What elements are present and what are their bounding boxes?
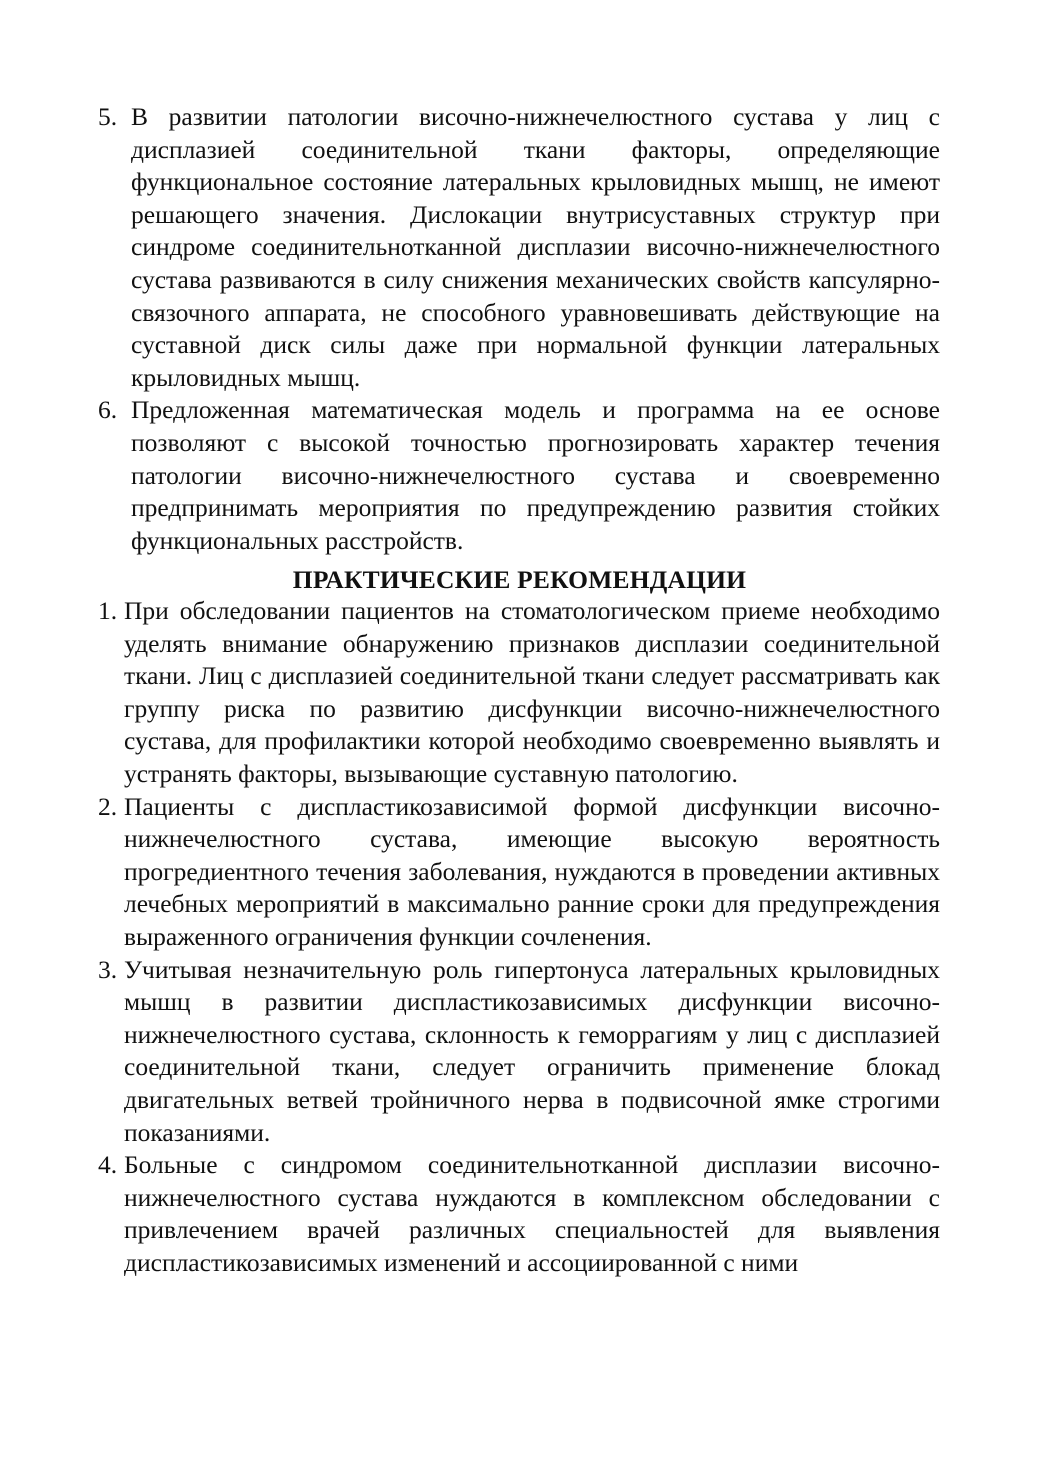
recommendation-item-3: [98, 954, 940, 1150]
recommendation-text: Больные с синдромом соединительнотканной дисплазии височно-нижнечелюстного сустава нуждаются в комплексном обследовании с привлечением врачей различных специальностей для выявления диспластикозависимых изменений и ассоциированной с ними: [124, 1150, 940, 1277]
conclusion-item-5: [98, 101, 940, 394]
list-number: 4.: [98, 1150, 118, 1180]
recommendation-text: Пациенты с диспластикозависимой формой дисфункции височно-нижнечелюстного сустава, имеющие высокую вероятность прогредиентного течения заболевания, нуждаются в проведении активных лечебных мероприятий в максимально ранние сроки для предупреждения выраженного ограничения функции сочленения.: [124, 791, 940, 951]
list-number: 6.: [98, 395, 118, 425]
conclusion-text: Предложенная математическая модель и программа на ее основе позволяют с высокой точностью прогнозировать характер течения патологии височно-нижнечелюстного сустава и своевременно предпринимать мероприятия по предупреждению развития стойких функциональных расстройств.: [131, 395, 940, 555]
conclusion-item-6: [98, 394, 940, 557]
list-number: 5.: [98, 102, 118, 131]
recommendation-text: Учитывая незначительную роль гипертонуса латеральных крыловидных мышц в развитии диспластикозависимых дисфункции височно-нижнечелюстного сустава, склонность к геморрагиям у лиц с дисплазией соединительной ткани, следует ограничить применение блокад двигательных ветвей тройничного нерва в подвисочной ямке строгими показаниями.: [124, 954, 940, 1147]
list-number: 3.: [98, 954, 118, 984]
conclusion-text: В развитии патологии височно-нижнечелюстного сустава у лиц с дисплазией соединительной ткани факторы, определяющие функциональное состояние латеральных крыловидных мышц, не имеют решающего значения. Дислокации внутрисуставных структур при синдроме соединительнотканной дисплазии височно-нижнечелюстного сустава развиваются в силу снижения механических свойств капсулярно- связочного аппарата, не способного уравновешивать действующие на суставной диск силы даже при нормальной функции латеральных крыловидных мышц.: [131, 102, 940, 392]
recommendation-item-2: [98, 791, 940, 954]
conclusions-list: [98, 101, 940, 557]
recommendations-list: [98, 595, 940, 1279]
recommendation-item-1: [98, 595, 940, 791]
recommendation-text: При обследовании пациентов на стоматологическом приеме необходимо уделять внимание обнаружению признаков дисплазии соединительной ткани. Лиц с дисплазией соединительной ткани следует рассматривать как группу риска по развитию дисфункции височно-нижнечелюстного сустава, для профилактики которой необходимо своевременно выявлять и устранять факторы, вызывающие суставную патологию.: [124, 596, 940, 788]
section-heading: ПРАКТИЧЕСКИЕ РЕКОМЕНДАЦИИ: [292, 565, 747, 594]
list-number: 2.: [98, 791, 118, 821]
list-number: 1.: [98, 596, 118, 625]
recommendation-item-4: [98, 1149, 940, 1279]
